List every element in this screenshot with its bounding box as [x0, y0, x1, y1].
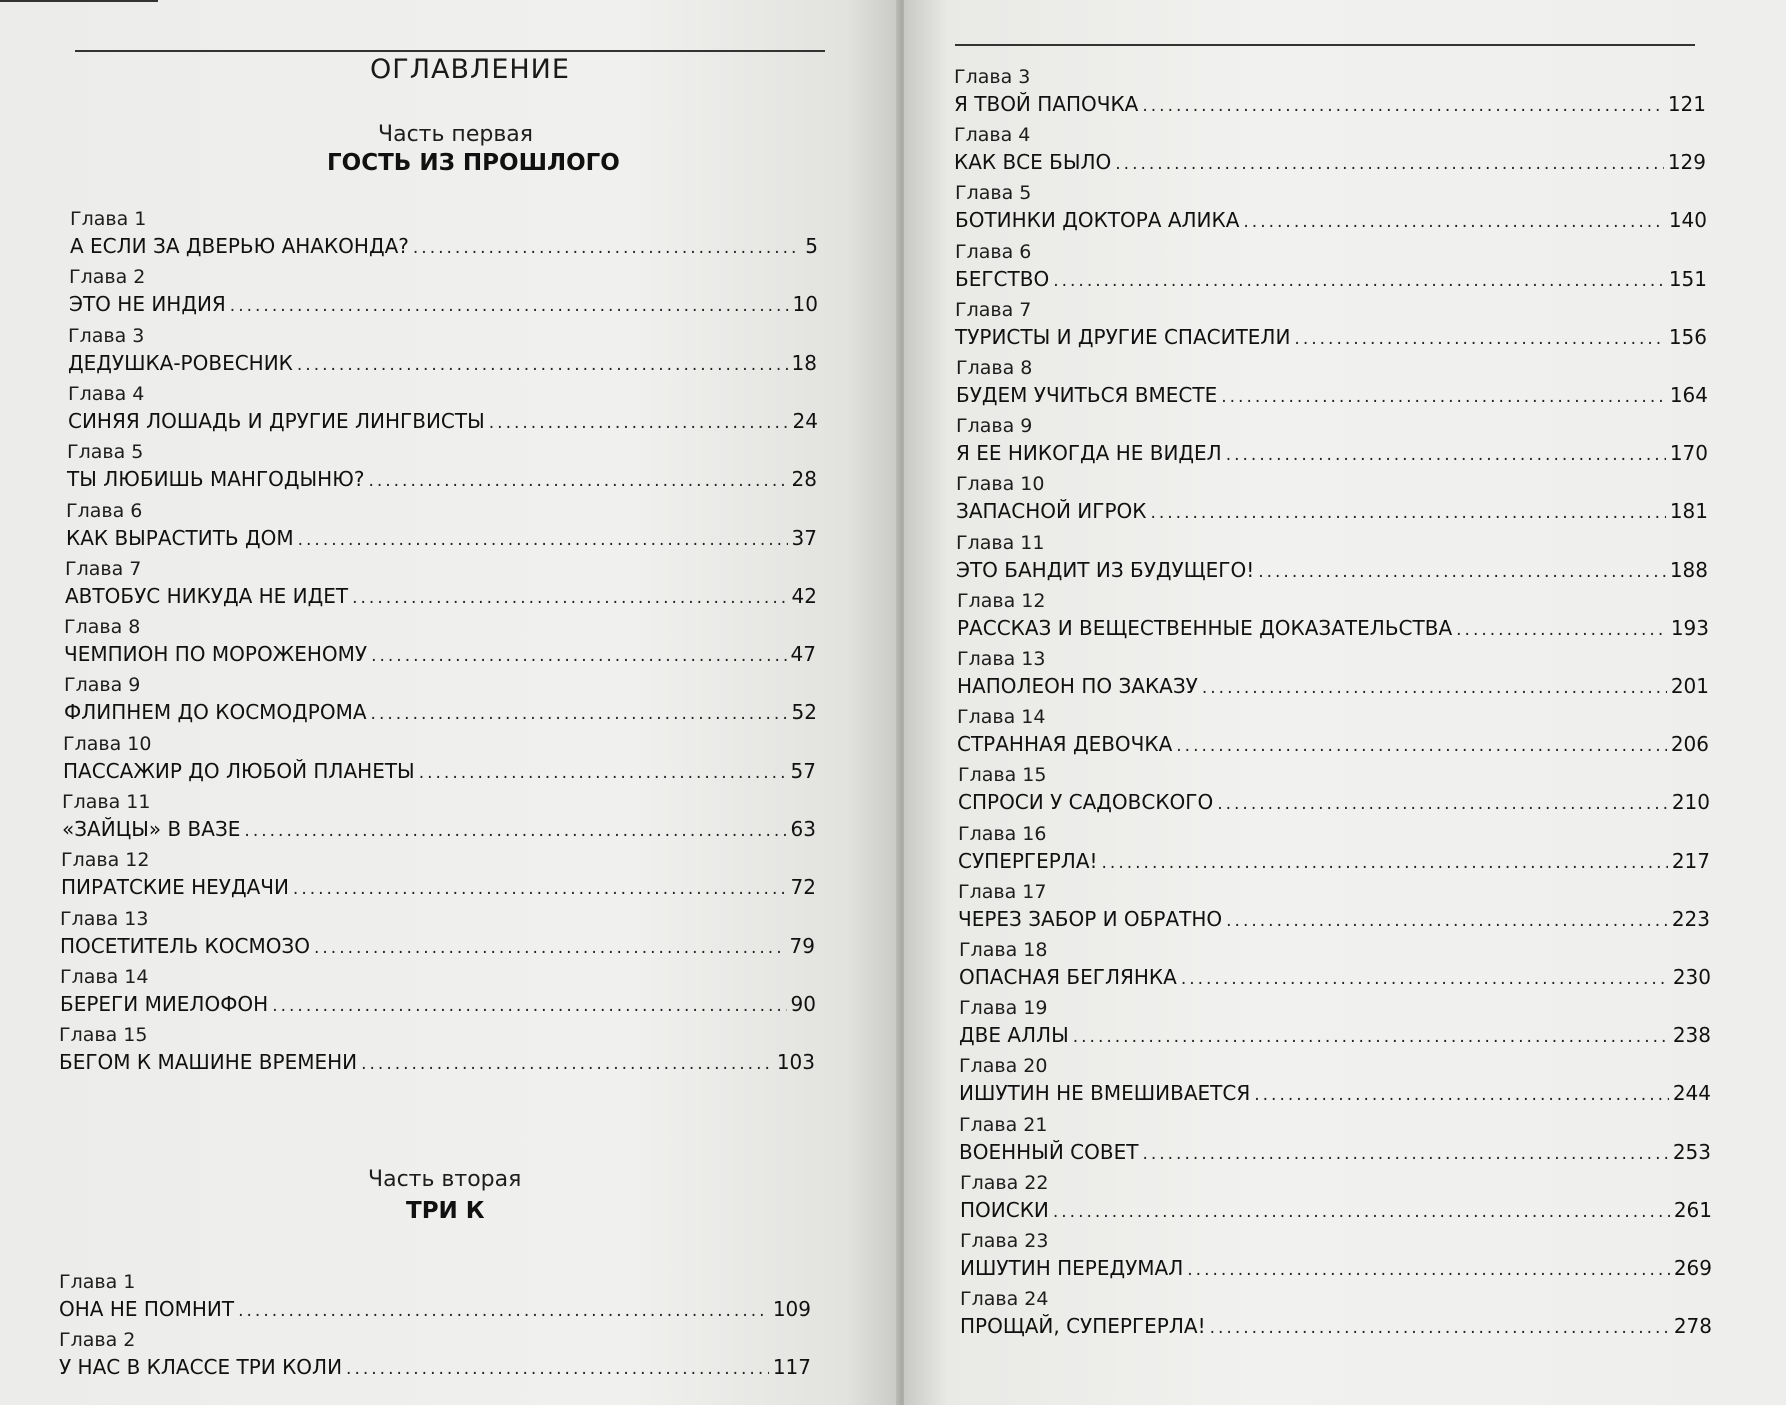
chapter-title: ИШУТИН НЕ ВМЕШИВАЕТСЯ — [959, 1081, 1251, 1106]
toc-entry — [954, 123, 1706, 177]
chapter-title: ИШУТИН ПЕРЕДУМАЛ — [960, 1256, 1184, 1280]
chapter-line — [957, 673, 1709, 701]
chapter-number: Глава 13 — [60, 907, 149, 930]
toc-entry — [958, 763, 1710, 817]
page-number: 37 — [791, 525, 817, 550]
chapter-line — [63, 758, 816, 786]
chapter-number: Глава 9 — [956, 415, 1033, 438]
chapter-line — [70, 233, 818, 261]
chapter-line — [960, 1197, 1712, 1225]
page-number: 253 — [1672, 1139, 1711, 1164]
toc-entry — [959, 938, 1711, 992]
chapter-line — [59, 1354, 811, 1382]
chapter-number: Глава 7 — [65, 557, 142, 580]
chapter-number: Глава 12 — [957, 589, 1046, 612]
bottom-rule — [0, 0, 158, 2]
chapter-title: ЧЕМПИОН ПО МОРОЖЕНОМУ — [64, 642, 368, 667]
page-number: 109 — [772, 1297, 811, 1321]
chapter-title: ЭТО НЕ ИНДИЯ — [69, 292, 226, 317]
chapter-line — [64, 641, 816, 669]
chapter-number: Глава 2 — [69, 266, 146, 289]
page-number: 79 — [789, 933, 815, 958]
chapter-line — [955, 266, 1707, 294]
toc-entry — [956, 472, 1708, 526]
chapter-line — [955, 324, 1707, 352]
part1-label: Часть первая — [378, 122, 533, 147]
chapter-line — [954, 149, 1706, 177]
page-number: 188 — [1669, 557, 1708, 582]
chapter-line — [65, 583, 817, 611]
toc-entry — [958, 822, 1710, 876]
page-number: 238 — [1672, 1023, 1711, 1048]
toc-entry — [954, 65, 1706, 119]
chapter-line — [958, 848, 1710, 876]
dot-leader — [272, 993, 786, 1019]
chapter-line — [956, 382, 1708, 410]
chapter-title: ДЕДУШКА-РОВЕСНИК — [68, 350, 293, 375]
toc-entry — [959, 1054, 1711, 1108]
dot-leader — [1456, 617, 1667, 643]
chapter-title: ОПАСНАЯ БЕГЛЯНКА — [959, 965, 1177, 989]
chapter-number: Глава 18 — [959, 939, 1048, 961]
page-number: 140 — [1668, 208, 1707, 233]
page-number: 223 — [1671, 906, 1710, 931]
chapter-title: «ЗАЙЦЫ» В ВАЗЕ — [62, 817, 241, 841]
page-number: 52 — [791, 700, 817, 725]
chapter-title: ПАССАЖИР ДО ЛЮБОЙ ПЛАНЕТЫ — [63, 758, 415, 783]
toc-entry — [62, 790, 816, 844]
chapter-title: ТЫ ЛЮБИШЬ МАНГОДЫНЮ? — [67, 467, 365, 492]
chapter-number: Глава 3 — [954, 66, 1031, 88]
toc-entry — [957, 647, 1709, 701]
page-number: 18 — [791, 350, 817, 375]
chapter-number: Глава 22 — [960, 1171, 1049, 1194]
page-number: 156 — [1668, 324, 1707, 349]
chapter-line — [60, 991, 816, 1019]
chapter-line — [960, 1255, 1712, 1283]
chapter-title: НАПОЛЕОН ПО ЗАКАЗУ — [957, 674, 1198, 698]
dot-leader — [1181, 966, 1669, 992]
dot-leader — [1142, 93, 1663, 119]
chapter-number: Глава 6 — [66, 499, 143, 522]
chapter-number: Глава 10 — [956, 473, 1045, 496]
chapter-line — [956, 498, 1708, 526]
chapter-line — [59, 1049, 815, 1077]
dot-leader — [1217, 791, 1668, 817]
page-number: 42 — [791, 583, 817, 608]
chapter-title: СПРОСИ У САДОВСКОГО — [958, 790, 1214, 815]
dot-leader — [244, 818, 786, 844]
chapter-title: ФЛИПНЕМ ДО КОСМОДРОМА — [64, 700, 367, 725]
chapter-number: Глава 3 — [68, 324, 145, 347]
chapter-number: Глава 5 — [955, 182, 1032, 205]
dot-leader — [361, 1051, 773, 1077]
dot-leader — [371, 643, 786, 669]
dot-leader — [314, 935, 786, 961]
page-number: 90 — [790, 991, 816, 1016]
part2-label: Часть вторая — [368, 1167, 522, 1192]
chapter-title: АВТОБУС НИКУДА НЕ ИДЕТ — [65, 583, 349, 608]
toc-entry — [64, 615, 816, 669]
dot-leader — [1150, 500, 1665, 526]
chapter-number: Глава 19 — [959, 997, 1048, 1020]
page-number: 103 — [776, 1050, 815, 1075]
chapter-number: Глава 23 — [960, 1230, 1049, 1252]
chapter-number: Глава 8 — [956, 357, 1033, 379]
toc-entry — [60, 965, 816, 1019]
dot-leader — [1053, 1199, 1670, 1225]
page-number: 24 — [792, 408, 818, 433]
page-number: 230 — [1672, 965, 1711, 989]
chapter-line — [67, 466, 817, 494]
chapter-number: Глава 16 — [958, 822, 1047, 845]
page-number: 210 — [1671, 790, 1710, 815]
page-number: 28 — [791, 467, 817, 492]
dot-leader — [413, 235, 801, 261]
chapter-number: Глава 11 — [956, 531, 1045, 554]
chapter-line — [959, 1022, 1711, 1050]
chapter-title: СИНЯЯ ЛОШАДЬ И ДРУГИЕ ЛИНГВИСТЫ — [68, 408, 485, 433]
dot-leader — [238, 1298, 769, 1324]
toc-entry — [957, 589, 1709, 643]
toc-entry — [956, 414, 1708, 468]
dot-leader — [1254, 1082, 1669, 1108]
dot-leader — [1115, 151, 1664, 177]
page-number: 72 — [790, 875, 816, 900]
toc-entry — [960, 1287, 1712, 1341]
dot-leader — [1258, 559, 1666, 585]
chapter-number: Глава 17 — [958, 880, 1047, 903]
top-rule-right — [955, 44, 1695, 46]
chapter-line — [60, 933, 815, 961]
toc-entry — [956, 356, 1708, 410]
page-number: 57 — [790, 758, 816, 783]
chapter-title: СТРАННАЯ ДЕВОЧКА — [957, 732, 1173, 757]
dot-leader — [230, 293, 789, 319]
page-number: 217 — [1671, 848, 1710, 873]
chapter-number: Глава 14 — [957, 706, 1046, 729]
page-number: 5 — [805, 234, 818, 258]
dot-leader — [352, 585, 787, 611]
chapter-line — [957, 615, 1709, 643]
chapter-number: Глава 12 — [61, 849, 150, 872]
dot-leader — [1053, 268, 1665, 294]
right-page — [904, 0, 1786, 1405]
chapter-number: Глава 8 — [64, 616, 141, 639]
page-number: 278 — [1673, 1314, 1712, 1339]
chapter-title: СУПЕРГЕРЛА! — [958, 848, 1098, 873]
page-number: 117 — [772, 1355, 811, 1379]
chapter-title: ЧЕРЕЗ ЗАБОР И ОБРАТНО — [958, 906, 1223, 931]
toc-entry — [70, 207, 818, 261]
chapter-number: Глава 10 — [63, 732, 152, 755]
dot-leader — [1243, 209, 1664, 235]
page-number: 63 — [790, 817, 816, 841]
chapter-line — [959, 1080, 1711, 1108]
chapter-title: ОНА НЕ ПОМНИТ — [59, 1297, 235, 1321]
toc-entry — [960, 1171, 1712, 1225]
chapter-line — [61, 874, 816, 902]
dot-leader — [1102, 850, 1668, 876]
chapter-title: КАК ВЫРАСТИТЬ ДОМ — [66, 525, 294, 550]
toc-entry — [63, 732, 816, 786]
chapter-number: Глава 13 — [957, 648, 1046, 670]
toc-entry — [960, 1229, 1712, 1283]
chapter-line — [62, 816, 816, 844]
toc-entry — [955, 298, 1707, 352]
toc-entry — [68, 324, 817, 378]
dot-leader — [1294, 326, 1664, 352]
toc-entry — [59, 1328, 811, 1382]
page-number: 193 — [1670, 615, 1709, 640]
chapter-number: Глава 2 — [59, 1329, 136, 1351]
chapter-title: БОТИНКИ ДОКТОРА АЛИКА — [955, 208, 1240, 233]
toc-entry — [67, 440, 817, 494]
dot-leader — [346, 1356, 769, 1382]
page-number: 201 — [1670, 674, 1709, 698]
page-number: 261 — [1673, 1197, 1712, 1222]
dot-leader — [1142, 1141, 1668, 1167]
dot-leader — [1226, 908, 1668, 934]
chapter-line — [956, 557, 1708, 585]
chapter-number: Глава 15 — [958, 764, 1047, 787]
chapter-number: Глава 24 — [960, 1288, 1049, 1311]
dot-leader — [297, 352, 788, 378]
toc-entry — [68, 382, 818, 436]
chapter-line — [66, 525, 817, 553]
page-number: 170 — [1669, 441, 1708, 466]
chapter-title: ЗАПАСНОЙ ИГРОК — [956, 499, 1147, 524]
chapter-line — [68, 350, 817, 378]
toc-entry — [959, 1113, 1711, 1167]
chapter-line — [957, 731, 1709, 759]
chapter-number: Глава 4 — [954, 124, 1031, 147]
chapter-title: Я ЕЕ НИКОГДА НЕ ВИДЕЛ — [956, 441, 1222, 466]
page-number: 181 — [1669, 499, 1708, 524]
chapter-line — [958, 789, 1710, 817]
toc-entry — [956, 531, 1708, 585]
toc-entry — [955, 181, 1707, 235]
chapter-line — [59, 1296, 811, 1324]
toc-entry — [66, 499, 817, 553]
dot-leader — [1202, 675, 1667, 701]
chapter-line — [956, 440, 1708, 468]
chapter-title: ВОЕННЫЙ СОВЕТ — [959, 1139, 1139, 1164]
chapter-number: Глава 21 — [959, 1113, 1048, 1136]
page-number: 47 — [790, 642, 816, 667]
chapter-title: Я ТВОЙ ПАПОЧКА — [954, 92, 1139, 116]
dot-leader — [1226, 442, 1666, 468]
page-number: 121 — [1667, 92, 1706, 116]
chapter-title: ПОИСКИ — [960, 1197, 1049, 1222]
chapter-line — [64, 699, 817, 727]
dot-leader — [1210, 1315, 1670, 1341]
toc-entry — [65, 557, 817, 611]
part2-title: ТРИ К — [406, 1198, 485, 1224]
dot-leader — [1187, 1257, 1670, 1283]
toc-title: ОГЛАВЛЕНИЕ — [370, 54, 570, 85]
toc-entry — [955, 240, 1707, 294]
dot-leader — [489, 410, 789, 436]
toc-entry — [59, 1270, 811, 1324]
toc-entry — [959, 996, 1711, 1050]
top-rule-left — [75, 50, 825, 52]
dot-leader — [1221, 384, 1666, 410]
toc-entry — [60, 907, 815, 961]
toc-entry — [59, 1023, 815, 1077]
chapter-line — [958, 906, 1710, 934]
dot-leader — [1176, 733, 1667, 759]
dot-leader — [1073, 1024, 1669, 1050]
chapter-line — [69, 291, 818, 319]
chapter-title: БЕРЕГИ МИЕЛОФОН — [60, 991, 269, 1016]
chapter-line — [960, 1313, 1712, 1341]
chapter-title: БУДЕМ УЧИТЬСЯ ВМЕСТЕ — [956, 383, 1218, 407]
page-number: 269 — [1673, 1256, 1712, 1280]
toc-entry — [958, 880, 1710, 934]
dot-leader — [371, 701, 788, 727]
page-number: 206 — [1670, 732, 1709, 757]
chapter-number: Глава 6 — [955, 240, 1032, 263]
chapter-line — [959, 964, 1711, 992]
chapter-number: Глава 14 — [60, 965, 149, 988]
chapter-number: Глава 9 — [64, 674, 141, 697]
page-number: 129 — [1667, 150, 1706, 175]
page-number: 244 — [1672, 1081, 1711, 1106]
chapter-line — [68, 408, 818, 436]
dot-leader — [293, 876, 787, 902]
toc-entry — [957, 705, 1709, 759]
chapter-title: А ЕСЛИ ЗА ДВЕРЬЮ АНАКОНДА? — [70, 234, 409, 258]
page-number: 151 — [1668, 266, 1707, 291]
toc-entry — [64, 673, 817, 727]
chapter-number: Глава 15 — [59, 1024, 148, 1047]
chapter-number: Глава 1 — [59, 1271, 136, 1293]
chapter-number: Глава 4 — [68, 382, 145, 405]
chapter-number: Глава 20 — [959, 1055, 1048, 1078]
chapter-number: Глава 7 — [955, 298, 1032, 321]
toc-entry — [61, 848, 816, 902]
chapter-title: БЕГСТВО — [955, 266, 1050, 291]
chapter-title: ДВЕ АЛЛЫ — [959, 1023, 1069, 1048]
chapter-number: Глава 1 — [70, 208, 147, 230]
part1-title: ГОСТЬ ИЗ ПРОШЛОГО — [327, 150, 620, 176]
chapter-line — [954, 91, 1706, 119]
chapter-title: КАК ВСЕ БЫЛО — [954, 150, 1112, 175]
chapter-title: ТУРИСТЫ И ДРУГИЕ СПАСИТЕЛИ — [955, 324, 1291, 349]
chapter-title: ПОСЕТИТЕЛЬ КОСМОЗО — [60, 933, 310, 958]
chapter-title: У НАС В КЛАССЕ ТРИ КОЛИ — [59, 1355, 343, 1379]
chapter-title: ЭТО БАНДИТ ИЗ БУДУЩЕГО! — [956, 557, 1255, 582]
chapter-title: ПИРАТСКИЕ НЕУДАЧИ — [61, 875, 289, 900]
page-number: 164 — [1669, 383, 1708, 407]
dot-leader — [419, 760, 787, 786]
chapter-number: Глава 5 — [67, 441, 144, 464]
chapter-title: РАССКАЗ И ВЕЩЕСТВЕННЫЕ ДОКАЗАТЕЛЬСТВА — [957, 615, 1453, 640]
chapter-number: Глава 11 — [62, 791, 151, 813]
chapter-title: ПРОЩАЙ, СУПЕРГЕРЛА! — [960, 1314, 1206, 1339]
chapter-line — [959, 1139, 1711, 1167]
chapter-title: БЕГОМ К МАШИНЕ ВРЕМЕНИ — [59, 1050, 358, 1075]
dot-leader — [368, 468, 787, 494]
dot-leader — [298, 527, 788, 553]
page-number: 10 — [792, 292, 818, 317]
toc-entry — [69, 265, 818, 319]
chapter-line — [955, 207, 1707, 235]
